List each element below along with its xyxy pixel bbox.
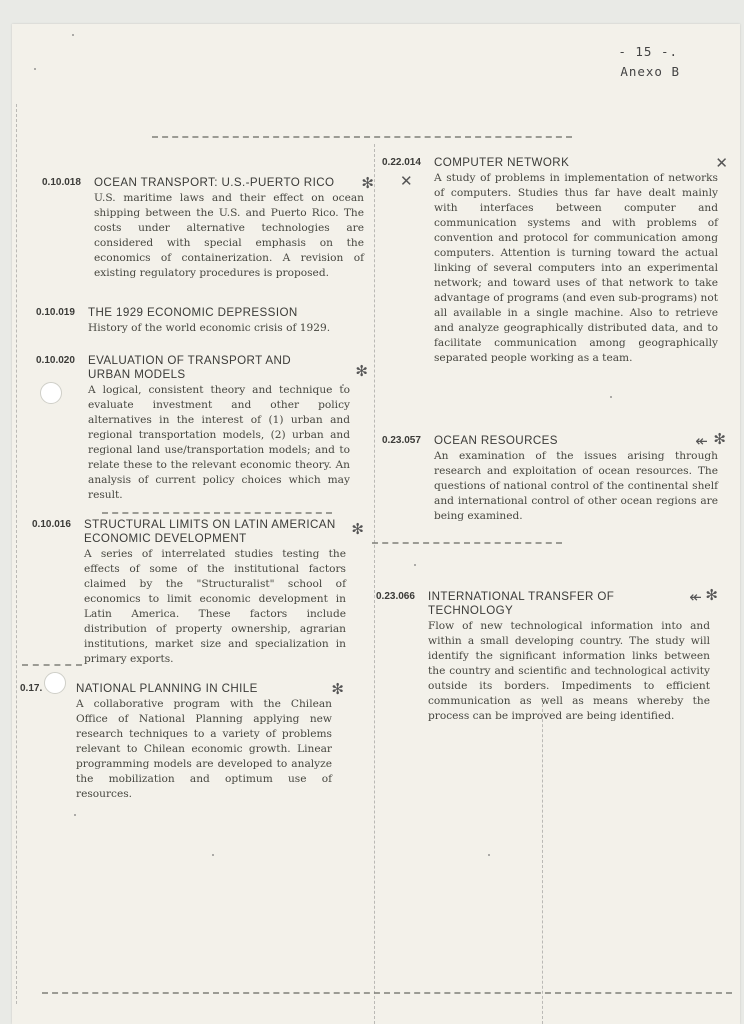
entry-title: INTERNATIONAL TRANSFER OF TECHNOLOGY	[428, 590, 615, 617]
entry-code: 0.23.057	[382, 435, 421, 446]
entry-code: 0.22.014	[382, 157, 421, 168]
entry-technology-transfer	[376, 586, 718, 724]
entry-title: EVALUATION OF TRANSPORT AND URBAN MODELS	[88, 354, 291, 381]
column-divider-artifact	[374, 144, 375, 1024]
annex-label: Anexo B	[620, 64, 680, 79]
entry-national-planning	[20, 682, 342, 802]
dotted-rule-mid	[102, 512, 332, 514]
document-page	[12, 24, 740, 1024]
speck	[610, 396, 612, 398]
asterisk-mark: ✻	[705, 586, 718, 604]
dotted-rule-bottom	[42, 992, 732, 994]
entry-description: A collaborative program with the Chilean Office of National Planning applying new research techniques to a variety of problems relevant to Chilean economic growth. Linear programming models are developed to analyze the mobilization and optimum use of resources.	[76, 698, 332, 800]
entry-title: THE 1929 ECONOMIC DEPRESSION	[88, 306, 298, 319]
entry-title: COMPUTER NETWORK	[434, 156, 570, 169]
entry-structural-limits	[32, 518, 364, 667]
entry-description: Flow of new technological information into and within a small developing country. The study will identify the significant information links between the country and scientific and technological activity outside its borders. Impediments to efficient communication as well as means whereby the process can be improved are being identified.	[428, 620, 710, 722]
page-number: - 15 -.	[618, 44, 678, 59]
entry-code: 0.17.	[20, 683, 43, 694]
column-divider-artifact-2	[542, 704, 543, 1024]
speck	[212, 854, 214, 856]
entry-title: STRUCTURAL LIMITS ON LATIN AMERICAN ECONOMIC DEVELOPMENT	[84, 518, 336, 545]
entry-ocean-transport	[42, 174, 374, 281]
speck	[34, 68, 36, 70]
entry-code: 0.10.018	[42, 177, 81, 188]
speck	[72, 34, 74, 36]
entry-description: History of the world economic crisis of 1929.	[88, 322, 331, 334]
left-edge-artifact	[16, 104, 17, 1004]
entry-description: U.S. maritime laws and their effect on ocean shipping between the U.S. and Puerto Rico. The costs under alternative technologies are considered with special emphasis on the economics of containerization. A revision of existing regulatory procedures is proposed.	[94, 192, 364, 279]
entry-transport-urban-models	[36, 354, 368, 503]
entry-economic-depression	[36, 306, 358, 336]
entry-title: OCEAN RESOURCES	[434, 434, 558, 447]
entry-title: OCEAN TRANSPORT: U.S.-PUERTO RICO	[94, 176, 335, 189]
cross-mark: ✕	[400, 172, 413, 190]
entry-description: An examination of the issues arising through research and exploitation of ocean resources. The questions of national control of the continental shelf and international control of other ocean regions are being examined.	[434, 450, 718, 522]
asterisk-mark: ✻	[331, 680, 344, 698]
asterisk-mark: ✻	[713, 430, 726, 448]
arrow-mark: ↞	[689, 588, 702, 606]
entry-computer-network	[382, 154, 728, 366]
asterisk-mark: ✻	[361, 174, 374, 192]
entry-code: 0.10.020	[36, 355, 75, 366]
entry-description: A study of problems in implementation of networks of computers. Studies thus far have dealt mainly with interfaces between computer and communication systems and with problems of convention and protocol for communication among computers. Attention is turning toward the actual linking of several computers into an experimental network; and toward uses of that network to take advantage of programs (and even sub-programs) not all available in a single machine. Also to retrieve and analyze geographically distributed data, and to facilitate communication among geographically separated people working as a team.	[434, 172, 718, 364]
entry-ocean-resources	[382, 430, 726, 524]
entry-code: 0.10.016	[32, 519, 71, 530]
asterisk-mark: ✻	[355, 362, 368, 380]
dotted-rule-top	[152, 136, 572, 138]
entry-description: A series of interrelated studies testing the effects of some of the institutional factors claimed by the "Structuralist" school of economics to limit economic development in Latin America. These factors include distribution of property ownership, agrarian institutions, market size and specialization in primary exports.	[84, 548, 346, 665]
entry-code: 0.10.019	[36, 307, 75, 318]
speck	[488, 854, 490, 856]
arrow-mark: ↞	[695, 432, 708, 450]
speck	[74, 814, 76, 816]
entry-title: NATIONAL PLANNING IN CHILE	[76, 682, 258, 695]
dotted-rule-right	[372, 542, 562, 544]
entry-description: A logical, consistent theory and technique to evaluate investment and other policy alternatives in the interest of (1) urban and regional transportation models, (2) urban and regional land use/transportation models; and to relate these to the relevant economic theory. An analysis of current policy choices which may result.	[88, 384, 350, 501]
cross-mark: ✕	[715, 154, 728, 172]
asterisk-mark: ✻	[351, 520, 364, 538]
entry-code: 0.23.066	[376, 591, 415, 602]
speck	[414, 564, 416, 566]
